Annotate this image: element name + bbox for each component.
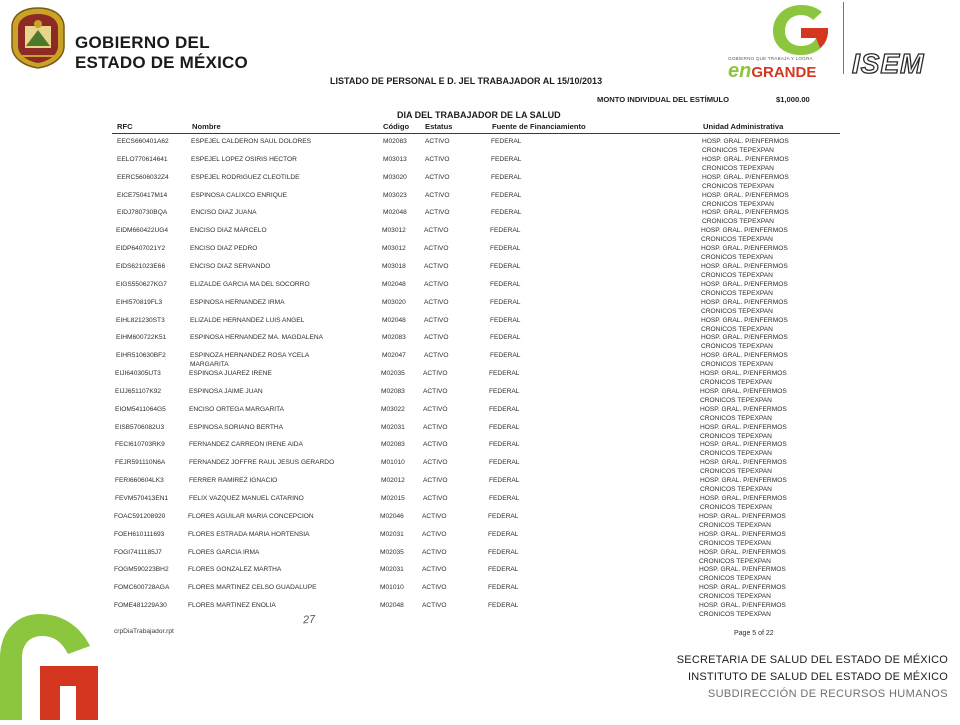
cell-rfc: FERI660604LK3 xyxy=(115,477,164,485)
cell-estatus: ACTIVO xyxy=(422,602,447,610)
column-header-rfc: RFC xyxy=(117,122,133,131)
cell-estatus: ACTIVO xyxy=(425,191,450,199)
cell-unidad-line2: CRONICOS TEPEXPAN xyxy=(702,147,774,154)
cell-nombre: ENCISO DIAZ MARCELO xyxy=(190,227,267,235)
cell-unidad-line1: HOSP. GRAL. P/ENFERMOS xyxy=(702,191,789,199)
table-row xyxy=(0,353,960,369)
cell-rfc: EIGS550627KG7 xyxy=(116,280,167,288)
cell-unidad-line1: HOSP. GRAL. P/ENFERMOS xyxy=(699,548,786,556)
cell-estatus: ACTIVO xyxy=(424,227,449,235)
cell-fuente: FEDERAL xyxy=(490,316,521,324)
cell-nombre: ESPINOSA CALIXCO ENRIQUE xyxy=(191,191,288,199)
cell-unidad-line2: CRONICOS TEPEXPAN xyxy=(700,396,772,404)
isem-logo: ISEM xyxy=(852,48,925,79)
table-row xyxy=(0,264,960,280)
cell-unidad-line1: HOSP. GRAL. P/ENFERMOS xyxy=(700,477,787,485)
cell-estatus: ACTIVO xyxy=(423,370,448,378)
table-row xyxy=(0,246,960,262)
cell-estatus: ACTIVO xyxy=(424,262,449,270)
table-row xyxy=(0,425,960,441)
page-number: Page 5 of 22 xyxy=(734,630,774,637)
cell-rfc: EICE750417M14 xyxy=(117,191,168,199)
cell-unidad-line2: CRONICOS TEPEXPAN xyxy=(699,539,771,547)
cell-estatus: ACTIVO xyxy=(425,209,450,217)
cell-fuente: FEDERAL xyxy=(489,459,520,467)
cell-codigo: M02015 xyxy=(381,495,405,502)
cell-unidad-line2: CRONICOS TEPEXPAN xyxy=(700,486,772,494)
cell-codigo: M02083 xyxy=(381,441,405,449)
cell-unidad-line1: HOSP. GRAL. P/ENFERMOS xyxy=(702,138,789,145)
cell-unidad-line2: CRONICOS TEPEXPAN xyxy=(700,379,772,387)
cell-unidad-line1: HOSP. GRAL. P/ENFERMOS xyxy=(701,227,788,235)
cell-nombre: ESPINOSA JAIME JUAN xyxy=(189,387,263,395)
cell-nombre: FLORES GARCIA IRMA xyxy=(188,548,260,556)
cell-codigo: M02035 xyxy=(380,548,404,556)
cell-unidad-line2: CRONICOS TEPEXPAN xyxy=(701,254,773,262)
cell-codigo: M02035 xyxy=(381,370,405,378)
cell-unidad-line1: HOSP. GRAL. P/ENFERMOS xyxy=(699,584,786,592)
cell-rfc: EIDJ780730BQA xyxy=(117,209,168,217)
amount-label: MONTO INDIVIDUAL DEL ESTÍMULO xyxy=(597,95,730,104)
column-header-codigo: Código xyxy=(383,122,410,131)
cell-unidad-line2: CRONICOS TEPEXPAN xyxy=(700,414,772,422)
cell-estatus: ACTIVO xyxy=(423,387,448,395)
cell-codigo: M03020 xyxy=(383,173,407,181)
cell-unidad-line1: HOSP. GRAL. P/ENFERMOS xyxy=(700,387,787,395)
cell-nombre: FLORES ESTRADA MARIA HORTENSIA xyxy=(188,530,310,538)
gobierno-logo-line2: ESTADO DE MÉXICO xyxy=(75,53,248,72)
cell-unidad-line2: CRONICOS TEPEXPAN xyxy=(701,325,773,333)
cell-fuente: FEDERAL xyxy=(488,548,519,556)
cell-unidad-line2: CRONICOS TEPEXPAN xyxy=(702,200,774,208)
cell-rfc: EIOM5411064G5 xyxy=(115,405,166,413)
report-file-name: crpDiaTrabajador.rpt xyxy=(114,628,174,635)
cell-rfc: EIDM660422UG4 xyxy=(116,227,169,235)
cell-estatus: ACTIVO xyxy=(422,584,447,592)
cell-fuente: FEDERAL xyxy=(491,155,522,163)
cell-codigo: M03020 xyxy=(382,298,406,306)
cell-codigo: M02012 xyxy=(381,477,405,485)
cell-nombre: FLORES AGUILAR MARIA CONCEPCION xyxy=(188,512,314,520)
cell-rfc: EECS660401A62 xyxy=(117,138,169,145)
cell-unidad-line1: HOSP. GRAL. P/ENFERMOS xyxy=(701,245,788,253)
cell-codigo: M02031 xyxy=(381,423,405,431)
cell-estatus: ACTIVO xyxy=(424,280,449,288)
cell-fuente: FEDERAL xyxy=(490,262,521,270)
table-row xyxy=(0,585,960,601)
table-row xyxy=(0,514,960,530)
cell-unidad-line2: CRONICOS TEPEXPAN xyxy=(699,611,771,619)
cell-fuente: FEDERAL xyxy=(489,370,520,378)
cell-unidad-line1: HOSP. GRAL. P/ENFERMOS xyxy=(699,512,786,520)
cell-rfc: FOGI7411185J7 xyxy=(114,548,162,556)
cell-codigo: M02047 xyxy=(382,352,406,360)
gobierno-logo-line1: GOBIERNO DEL xyxy=(75,33,210,52)
cell-fuente: FEDERAL xyxy=(489,405,520,413)
cell-codigo: M02048 xyxy=(383,209,407,217)
cell-estatus: ACTIVO xyxy=(425,173,450,181)
cell-unidad-line2: CRONICOS TEPEXPAN xyxy=(700,504,772,511)
table-row xyxy=(0,407,960,423)
cell-unidad-line1: HOSP. GRAL. P/ENFERMOS xyxy=(701,298,788,306)
cell-rfc: EIJI640305UT3 xyxy=(115,370,161,378)
cell-fuente: FEDERAL xyxy=(488,530,519,538)
table-row xyxy=(0,567,960,583)
logo-divider xyxy=(843,2,844,74)
cell-estatus: ACTIVO xyxy=(422,512,447,520)
cell-fuente: FEDERAL xyxy=(490,298,521,306)
document-subtitle: DIA DEL TRABAJADOR DE LA SALUD xyxy=(397,110,561,120)
cell-unidad-line1: HOSP. GRAL. P/ENFERMOS xyxy=(702,173,789,181)
cell-estatus: ACTIVO xyxy=(423,423,448,431)
cell-codigo: M02046 xyxy=(380,512,404,520)
cell-nombre: ENCISO DIAZ PEDRO xyxy=(190,245,258,253)
table-row xyxy=(0,335,960,351)
cell-codigo: M02048 xyxy=(382,316,406,324)
cell-codigo: M02031 xyxy=(380,566,404,574)
cell-estatus: ACTIVO xyxy=(423,477,448,485)
cell-unidad-line2: CRONICOS TEPEXPAN xyxy=(699,593,771,601)
cell-estatus: ACTIVO xyxy=(424,334,449,342)
cell-fuente: FEDERAL xyxy=(488,566,519,574)
cell-nombre: ENCISO ORTEGA MARGARITA xyxy=(189,405,285,413)
cell-estatus: ACTIVO xyxy=(425,138,450,145)
cell-unidad-line2: CRONICOS TEPEXPAN xyxy=(701,236,773,244)
cell-nombre: ESPINOSA SORIANO BERTHA xyxy=(189,423,284,431)
table-row xyxy=(0,442,960,458)
table-row xyxy=(0,228,960,244)
cell-rfc: EIHL821230ST3 xyxy=(116,316,165,324)
cell-rfc: FOEH610111693 xyxy=(114,530,165,538)
cell-unidad-line2: CRONICOS TEPEXPAN xyxy=(701,271,773,279)
cell-fuente: FEDERAL xyxy=(489,423,520,431)
cell-estatus: ACTIVO xyxy=(424,352,449,360)
footer-line-subdireccion: SUBDIRECCIÓN DE RECURSOS HUMANOS xyxy=(707,688,948,700)
cell-rfc: EISB5706082U3 xyxy=(115,423,165,431)
cell-estatus: ACTIVO xyxy=(422,566,447,574)
cell-codigo: M03023 xyxy=(383,191,407,199)
cell-fuente: FEDERAL xyxy=(489,495,520,502)
cell-codigo: M03018 xyxy=(382,262,406,270)
cell-codigo: M02031 xyxy=(380,530,404,538)
table-row xyxy=(0,389,960,405)
cell-unidad-line2: CRONICOS TEPEXPAN xyxy=(700,450,772,458)
cell-nombre: ELIZALDE GARCIA MA DEL SOCORRO xyxy=(190,280,310,288)
cell-nombre: ESPEJEL RODRIGUEZ CLEOTILDE xyxy=(191,173,300,181)
cell-nombre: FERNANDEZ JOFFRE RAUL JESUS GERARDO xyxy=(189,459,335,467)
cell-rfc: FEJR591110N6A xyxy=(115,459,166,467)
cell-rfc: FECI610703RK9 xyxy=(115,441,165,449)
cell-estatus: ACTIVO xyxy=(424,316,449,324)
table-row xyxy=(0,300,960,316)
cell-fuente: FEDERAL xyxy=(488,584,519,592)
table-row xyxy=(0,157,960,173)
table-row xyxy=(0,371,960,387)
table-row xyxy=(0,282,960,298)
table-row xyxy=(0,550,960,566)
cell-estatus: ACTIVO xyxy=(423,495,448,502)
cell-estatus: ACTIVO xyxy=(423,441,448,449)
cell-unidad-line1: HOSP. GRAL. P/ENFERMOS xyxy=(701,262,788,270)
cell-unidad-line1: HOSP. GRAL. P/ENFERMOS xyxy=(701,352,788,360)
cell-rfc: EIDS621023E66 xyxy=(116,262,166,270)
cell-unidad-line2: CRONICOS TEPEXPAN xyxy=(702,164,774,172)
cell-unidad-line1: HOSP. GRAL. P/ENFERMOS xyxy=(699,530,786,538)
cell-codigo: M02083 xyxy=(381,387,405,395)
cell-rfc: FEVM570413EN1 xyxy=(115,495,169,502)
cell-nombre: FELIX VAZQUEZ MANUEL CATARINO xyxy=(189,495,304,502)
cell-fuente: FEDERAL xyxy=(490,334,521,342)
table-row xyxy=(0,139,960,155)
cell-codigo: M03013 xyxy=(383,155,407,163)
cell-nombre: ESPINOZA HERNANDEZ ROSA YCELA xyxy=(190,352,310,360)
cell-unidad-line2: CRONICOS TEPEXPAN xyxy=(701,289,773,297)
cell-unidad-line2: CRONICOS TEPEXPAN xyxy=(701,307,773,315)
cell-estatus: ACTIVO xyxy=(422,548,447,556)
footer-line-secretaria: SECRETARIA DE SALUD DEL ESTADO DE MÉXICO xyxy=(676,654,948,666)
cell-nombre: ELIZALDE HERNANDEZ LUIS ANGEL xyxy=(190,316,305,324)
cell-fuente: FEDERAL xyxy=(490,280,521,288)
cell-rfc: FOGM590223BH2 xyxy=(114,566,169,574)
cell-nombre: FERNANDEZ CARREON IRENE AIDA xyxy=(189,441,303,449)
column-header-fuente: Fuente de Financiamiento xyxy=(492,122,586,131)
cell-nombre: FLORES GONZALEZ MARTHA xyxy=(188,566,282,574)
cell-fuente: FEDERAL xyxy=(489,441,520,449)
cell-fuente: FEDERAL xyxy=(490,245,521,253)
footer-line-instituto: INSTITUTO DE SALUD DEL ESTADO DE MÉXICO xyxy=(687,671,948,683)
cell-estatus: ACTIVO xyxy=(425,155,450,163)
cell-unidad-line1: HOSP. GRAL. P/ENFERMOS xyxy=(699,566,786,574)
engrande-g-icon xyxy=(770,4,832,56)
document-title: LISTADO DE PERSONAL E D. JEL TRABAJADOR AL 15/10/2013 xyxy=(330,76,603,86)
cell-fuente: FEDERAL xyxy=(490,352,521,360)
handwritten-page-note: 27 xyxy=(302,613,316,627)
cell-fuente: FEDERAL xyxy=(489,387,520,395)
cell-rfc: EIJJ651107K92 xyxy=(115,387,162,395)
cell-fuente: FEDERAL xyxy=(490,227,521,235)
cell-unidad-line1: HOSP. GRAL. P/ENFERMOS xyxy=(701,316,788,324)
cell-nombre: FLORES MARTINEZ ENOLIA xyxy=(188,602,276,610)
cell-estatus: ACTIVO xyxy=(423,459,448,467)
cell-unidad-line2: CRONICOS TEPEXPAN xyxy=(699,557,771,565)
cell-fuente: FEDERAL xyxy=(491,209,522,217)
cell-fuente: FEDERAL xyxy=(489,477,520,485)
cell-unidad-line2: CRONICOS TEPEXPAN xyxy=(700,468,772,476)
engrande-grande: GRANDE xyxy=(751,64,817,81)
cell-estatus: ACTIVO xyxy=(424,245,449,253)
cell-nombre-continued: MARGARITA xyxy=(190,361,229,369)
cell-codigo: M02083 xyxy=(382,334,406,342)
cell-rfc: EERC5606032Z4 xyxy=(117,173,169,181)
cell-nombre: ESPEJEL CALDERON SAUL DOLORES xyxy=(191,138,312,145)
cell-unidad-line1: HOSP. GRAL. P/ENFERMOS xyxy=(702,209,789,217)
cell-unidad-line2: CRONICOS TEPEXPAN xyxy=(699,521,771,529)
cell-unidad-line2: CRONICOS TEPEXPAN xyxy=(699,575,771,583)
table-row xyxy=(0,460,960,476)
engrande-tagline: GOBIERNO QUE TRABAJA Y LOGRA xyxy=(728,56,813,61)
table-row xyxy=(0,210,960,226)
cell-codigo: M01010 xyxy=(381,459,405,467)
cell-codigo: M03022 xyxy=(381,405,405,413)
bottom-g-logo xyxy=(0,608,100,720)
cell-estatus: ACTIVO xyxy=(424,298,449,306)
engrande-en: en xyxy=(728,60,752,82)
cell-unidad-line2: CRONICOS TEPEXPAN xyxy=(700,432,772,440)
cell-rfc: EELO770614641 xyxy=(117,155,168,163)
cell-unidad-line1: HOSP. GRAL. P/ENFERMOS xyxy=(700,405,787,413)
cell-nombre: ESPINOSA HERNANDEZ IRMA xyxy=(190,298,285,306)
cell-nombre: FERRER RAMIREZ IGNACIO xyxy=(189,477,278,485)
cell-estatus: ACTIVO xyxy=(422,530,447,538)
table-row xyxy=(0,603,960,619)
cell-codigo: M02048 xyxy=(382,280,406,288)
cell-rfc: FOME481229A30 xyxy=(114,602,167,610)
table-row xyxy=(0,478,960,494)
column-header-estatus: Estatus xyxy=(425,122,453,131)
cell-rfc: FOAC591208920 xyxy=(114,512,166,520)
cell-unidad-line1: HOSP. GRAL. P/ENFERMOS xyxy=(701,280,788,288)
footer-institution xyxy=(677,652,948,703)
cell-unidad-line1: HOSP. GRAL. P/ENFERMOS xyxy=(700,441,787,449)
cell-nombre: ENCISO DIAZ JUANA xyxy=(191,209,257,217)
engrande-logo xyxy=(722,2,842,82)
amount-value: $1,000.00 xyxy=(776,95,810,104)
cell-rfc: EIHM600722K51 xyxy=(116,334,167,342)
cell-fuente: FEDERAL xyxy=(488,602,519,610)
cell-rfc: FOMC600728AGA xyxy=(114,584,170,592)
cell-unidad-line1: HOSP. GRAL. P/ENFERMOS xyxy=(700,423,787,431)
cell-nombre: ENCISO DIAZ SERVANDO xyxy=(190,262,271,270)
cell-rfc: EIHR510630BF2 xyxy=(116,352,166,360)
cell-nombre: ESPINOSA JUAREZ IRENE xyxy=(189,370,272,378)
column-header-nombre: Nombre xyxy=(192,122,221,131)
cell-nombre: FLORES MARTINEZ CELSO GUADALUPE xyxy=(188,584,317,592)
table-row xyxy=(0,175,960,191)
gobierno-logo xyxy=(75,34,248,71)
cell-unidad-line2: CRONICOS TEPEXPAN xyxy=(701,361,773,369)
cell-nombre: ESPEJEL LOPEZ OSIRIS HECTOR xyxy=(191,155,297,163)
cell-unidad-line1: HOSP. GRAL. P/ENFERMOS xyxy=(699,602,786,610)
cell-unidad-line1: HOSP. GRAL. P/ENFERMOS xyxy=(700,459,787,467)
cell-unidad-line2: CRONICOS TEPEXPAN xyxy=(701,343,773,351)
cell-fuente: FEDERAL xyxy=(491,173,522,181)
cell-unidad-line2: CRONICOS TEPEXPAN xyxy=(702,182,774,190)
cell-codigo: M02048 xyxy=(380,602,404,610)
column-header-unidad: Unidad Administrativa xyxy=(703,122,784,131)
cell-unidad-line1: HOSP. GRAL. P/ENFERMOS xyxy=(702,155,789,163)
cell-unidad-line1: HOSP. GRAL. P/ENFERMOS xyxy=(701,334,788,342)
cell-codigo: M03012 xyxy=(382,245,406,253)
cell-unidad-line2: CRONICOS TEPEXPAN xyxy=(702,218,774,226)
table-row xyxy=(0,193,960,209)
state-seal-logo xyxy=(8,6,68,70)
header-rule xyxy=(112,133,840,134)
cell-fuente: FEDERAL xyxy=(488,512,519,520)
cell-rfc: EIDP6407021Y2 xyxy=(116,245,166,253)
cell-nombre: ESPINOSA HERNANDEZ MA. MAGDALENA xyxy=(190,334,324,342)
cell-codigo: M03012 xyxy=(382,227,406,235)
table-row xyxy=(0,532,960,548)
table-row xyxy=(0,318,960,334)
cell-fuente: FEDERAL xyxy=(491,138,522,145)
cell-rfc: EIHI570819FL3 xyxy=(116,298,163,306)
cell-unidad-line1: HOSP. GRAL. P/ENFERMOS xyxy=(700,495,787,502)
cell-estatus: ACTIVO xyxy=(423,405,448,413)
cell-codigo: M02083 xyxy=(383,138,407,145)
cell-fuente: FEDERAL xyxy=(491,191,522,199)
cell-unidad-line1: HOSP. GRAL. P/ENFERMOS xyxy=(700,370,787,378)
engrande-wordmark xyxy=(728,61,816,81)
table-row xyxy=(0,496,960,512)
cell-codigo: M01010 xyxy=(380,584,404,592)
